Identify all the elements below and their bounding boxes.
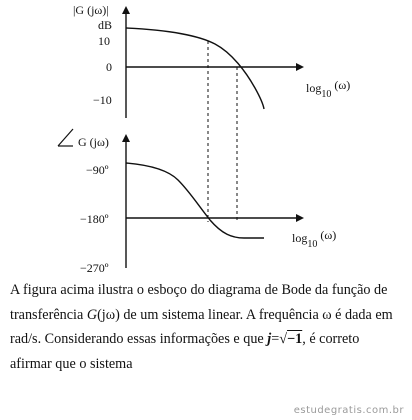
phase-plot: [58, 129, 336, 275]
phase-tick-minus-180: −180º: [80, 212, 109, 226]
magnitude-tick-0: 0: [106, 60, 112, 74]
magnitude-x-label: $\log_{10}(\omega)$: [306, 78, 351, 100]
question-text: [10, 278, 406, 376]
phase-label-stroke: [58, 129, 73, 146]
watermark: estudegratis.com.br: [293, 405, 404, 416]
question-line-3: rad/s. Considerando essas informações e que j=√−1, é correto: [10, 331, 360, 347]
phase-tick-minus-270: −270º: [80, 261, 109, 275]
question-line-1: A figura acima ilustra o esboço do diagrama de Bode da função de: [10, 282, 388, 298]
phase-tick-minus-90: −90º: [86, 163, 109, 177]
magnitude-y-label: |G (jω)|: [73, 3, 109, 17]
question-line-4: afirmar que o sistema: [10, 355, 133, 372]
phase-y-label: G (jω): [78, 135, 109, 149]
phase-curve: [126, 163, 264, 238]
question-line-2: transferência G(jω) de um sistema linear. A frequência ω é dada em: [10, 306, 393, 323]
phase-x-label: $\log_{10}(\omega)$: [292, 228, 337, 250]
magnitude-plot: [73, 3, 350, 222]
magnitude-unit: dB: [98, 18, 113, 32]
magnitude-tick-10: 10: [98, 34, 110, 48]
magnitude-tick-minus-10: −10: [93, 93, 112, 107]
magnitude-curve: [126, 28, 264, 109]
